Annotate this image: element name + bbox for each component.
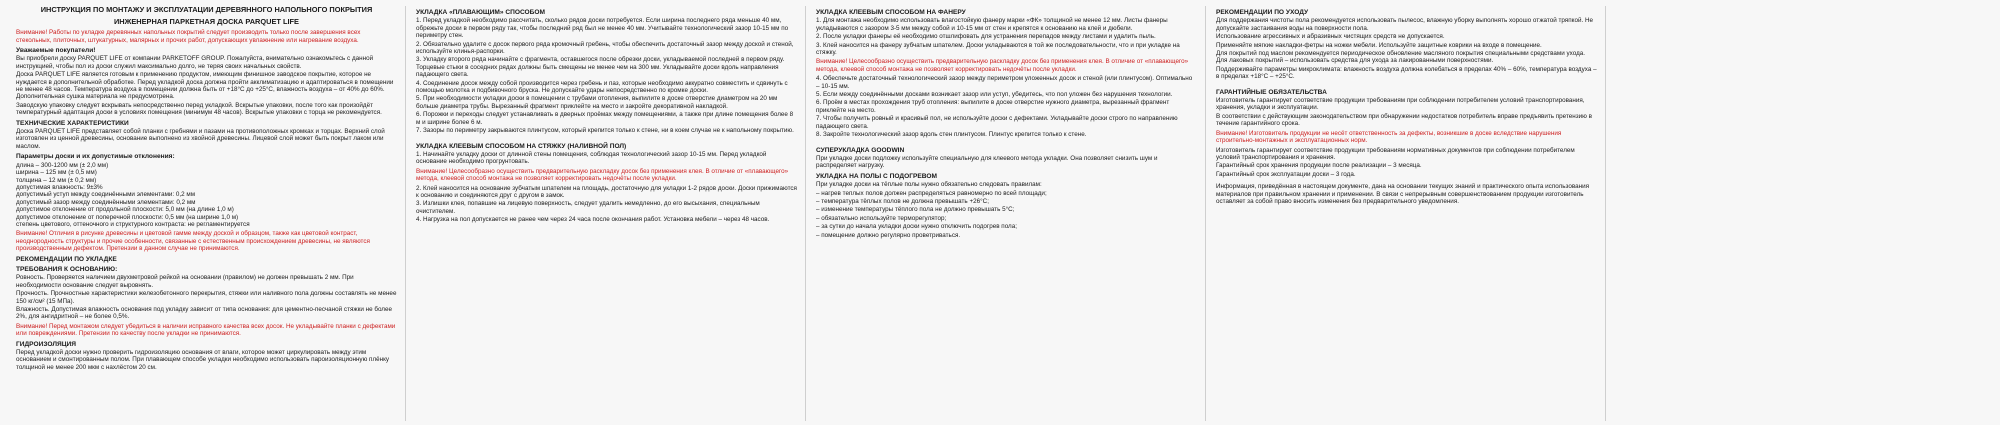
paragraph: 7. Чтобы получить ровный и красивый пол, не используйте доски с дефектами. Укладывайте доски строго по направлению падающего света. <box>816 115 1178 130</box>
warning-text: Внимание! Перед монтажом следует убедиться в наличии исправного качества всех досок. Не укладывайте планки с дефектами или повреждениями. Претензии по качеству после укладки не принимаются. <box>16 322 396 338</box>
paragraph: 2. Обязательно удалите с досок первого ряда кромочный гребень, чтобы обеспечить достаточный зазор между доской и стеной, используйте клинья-распорки. <box>416 40 794 56</box>
spec-label: степень цветового, оттеночного и структурного контраста: не регламентируется <box>16 220 250 228</box>
paragraph: 1. Перед укладкой необходимо рассчитать, сколько рядов доски потребуется. Если ширина последнего ряда меньше 40 мм, обрежьте доски в первом ряду так, чтобы последний ряд был не менее 40 мм. Учитывайте технологический зазор 10-15 мм по периметру стен. <box>416 17 789 40</box>
spec-label: допустимое отклонение от поперечной плоскости: 0,5 мм (на ширине 1,0 м) <box>16 213 239 221</box>
paragraph: Гарантийный срок хранения продукции после реализации – 3 месяца. <box>1216 162 1422 170</box>
paragraph: 4. Нагрузка на пол допускается не ранее чем через 24 часа после окончания работ. Установка мебели – через 48 часов. <box>416 216 770 224</box>
paragraph: Применяйте мягкие накладки-фетры на ножки мебели. Используйте защитные коврики на входе в помещение. <box>1216 41 1542 49</box>
warning-text: Внимание! Работы по укладке деревянных напольных покрытий следует производить только после завершения всех стекольных, плиточных, штукатурных, малярных и прочих работ, допускающих увлажнение или нагревание воздуха. <box>16 29 361 44</box>
spec-list <box>16 162 397 229</box>
section-heading: РЕКОМЕНДАЦИИ ПО УКЛАДКЕ <box>16 255 117 263</box>
spec-label: длина – 300-1200 мм (± 2,0 мм) <box>16 161 109 169</box>
paragraph: При укладке доски на тёплые полы нужно обязательно следовать правилам: <box>816 181 1042 189</box>
paragraph: 1. Начинайте укладку доски от длинной стены помещения, соблюдая технологический зазор 10-15 мм. Перед укладкой основание необходимо прогрунтовать. <box>416 150 767 166</box>
section-heading: ГАРАНТИЙНЫЕ ОБЯЗАТЕЛЬСТВА <box>1216 88 1327 96</box>
paragraph: 8. Закройте технологический зазор вдоль стен плинтусом. Плинтус крепится только к стене. <box>816 131 1087 139</box>
paragraph: Перед укладкой доски нужно проверить гидроизоляцию основания от влаги, которое может циркулировать между этим основанием и смонтированным полом. При плавающем способе укладки необходимо использовать пароизоляционную плёнку толщиной не менее 200 мкм с нахлёстом 20 см. <box>16 349 390 371</box>
paragraph: Для поддержания чистоты пола рекомендуется использовать пылесос, влажную уборку выполнять хорошо отжатой тряпкой. Не допускайте застаивания воды на поверхности пола. <box>1216 17 1594 32</box>
paragraph: 2. Клей наносится на основание зубчатым шпателем на площадь, достаточную для укладки 1-2 рядов доски. Доски прижимаются к основанию и соединяются друг с другом в замок. <box>416 184 797 199</box>
section-heading: УКЛАДКА «ПЛАВАЮЩИМ» СПОСОБОМ <box>416 9 546 16</box>
document-subtitle: ИНЖЕНЕРНАЯ ПАРКЕТНАЯ ДОСКА PARQUET LIFE <box>114 16 299 26</box>
list-item: – нагрев теплых полов должен распределяться равномерно по всей площади; <box>816 189 1047 197</box>
spec-row <box>16 214 397 221</box>
column-4 <box>1206 6 1606 421</box>
paragraph: Заводскую упаковку следует вскрывать непосредственно перед укладкой. Вскрытые упаковки, после того как произойдёт температурный адаптация доски в условиях помещения (минимум 48 часов). Вскрытые упаковки с торца не рекомендуется. <box>16 101 382 117</box>
spec-label: толщина – 12 мм (± 0,2 мм) <box>16 176 97 184</box>
section-heading: РЕКОМЕНДАЦИИ ПО УХОДУ <box>1216 9 1309 16</box>
list-item: – обязательно используйте терморегулятор; <box>816 214 947 222</box>
spec-label: ширина – 125 мм (± 0,5 мм) <box>16 169 97 177</box>
paragraph: Влажность. Допустимая влажность основания под укладку зависит от типа основания: для цементно-песчаной стяжки не более 2%, для ангидритной – не более 0,5%. <box>16 306 392 321</box>
column-5-blank <box>1606 6 1994 421</box>
spec-row <box>16 191 397 198</box>
spec-row <box>16 169 397 176</box>
paragraph: 2. После укладки фанеры её необходимо отшлифовать для устранения перепадов между листами и удалить пыль. <box>816 33 1156 41</box>
spec-label: допустимая влажность: 9±3% <box>16 183 103 191</box>
paragraph: Вы приобрели доску PARQUET LIFE от компании PARKETOFF GROUP. Пожалуйста, внимательно ознакомьтесь с данной инструкцией, чтобы пол из доски служил максимально долго, не теряя своих начальных свойств. <box>16 55 374 70</box>
paragraph: При укладке доски подложку используйте специальную для клеевого метода укладки. Она позволяет снизить шум и распределяет нагрузку. <box>816 154 1158 170</box>
spec-row <box>16 199 397 206</box>
section-heading: Параметры доски и их допустимые отклонения: <box>16 153 175 161</box>
paragraph: 3. Укладку второго ряда начинайте с фрагмента, оставшегося после обрезки доски, укладываемой последней в первом ряду. Торцевые стыки в соседних рядах должны быть смещены не менее чем на 300 мм. Укладывайте доски вдоль направления падающего света. <box>416 56 785 79</box>
paragraph: Поддерживайте параметры микроклимата: влажность воздуха должна колебаться в пределах 40% – 60%, температура воздуха – в пределах +18°С – +25°С. <box>1216 65 1597 81</box>
spec-row <box>16 162 397 169</box>
column-1 <box>6 6 406 421</box>
spec-label: допустимый уступ между соединёнными элементами: 0,2 мм <box>16 191 196 199</box>
paragraph: Прочность. Прочностные характеристики железобетонного перекрытия, стяжки или наливного пола должны составлять не менее 150 кг/см² (15 МПа). <box>16 290 397 305</box>
paragraph: 5. При необходимости укладки доски в помещении с трубами отопления, выпилите в доске отверстие диаметром на 20 мм больше диаметра трубы. Вырезанный фрагмент приклейте на место и закройте декоративной накладкой. <box>416 95 778 110</box>
section-heading: ТЕХНИЧЕСКИЕ ХАРАКТЕРИСТИКИ <box>16 119 129 127</box>
spec-label: допустимое отклонение от продольной плоскости: 5,0 мм (на длине 1,0 м) <box>16 206 234 214</box>
section-heading: СУПЕРУКЛАДКА GOODWIN <box>816 146 905 154</box>
list-item: – помещение должно регулярно проветриваться. <box>816 231 961 239</box>
warning-text: Внимание! Целесообразно осуществить предварительную раскладку досок без применения клея. В отличие от «плавающего» метода, клеевой способ монтажа не позволяет корректировать недочёты после укладки. <box>416 167 789 183</box>
list-item: – температура тёплых полов не должна превышать +26°С; <box>816 197 989 205</box>
list-item: – за сутки до начала укладки доски нужно отключить подогрев пола; <box>816 223 1017 231</box>
column-2 <box>406 6 806 421</box>
paragraph: Информация, приведённая в настоящем документе, дана на основании текущих знаний и практического опыта использования материалов при правильном хранении и применении. В связи с непрерывным совершенствованием продукции изготовитель оставляет за собой право вносить изменения без предварительного уведомления. <box>1216 183 1590 205</box>
paragraph: В соответствии с действующим законодательством при обнаружении недостатков потребитель вправе предъявить претензию в течение гарантийного срока. <box>1216 112 1592 128</box>
paragraph: Изготовитель гарантирует соответствие продукции требованиям при соблюдении потребителем условий транспортирования, хранения, укладки и эксплуатации. <box>1216 97 1585 112</box>
paragraph: 4. Соединение досок между собой производится через гребень и паз, которые необходимо аккуратно совместить и сдвинуть с помощью молотка и подбивочного бруска. Не допускайте удары непосредственно по кромке доски. <box>416 79 788 95</box>
paragraph: Доска PARQUET LIFE является готовым к применению продуктом, имеющим финишное заводское покрытие, которое не нуждается в дополнительной обработке. Перед укладкой доска должна пройти акклиматизацию и адаптироваться в помещении не менее 48 часов. Температура воздуха в помещении должна быть от +18°С до +25°С, влажность воздуха – от 40% до 60%. Дополнительная сушка материала не предусмотрена. <box>16 71 394 101</box>
warning-text: Внимание! Отличия в рисунке древесины и цветовой гамме между доской и образцом, также как цветовой контраст, неоднородность структуры и прочие особенности, связанные с естественным происхождением древесины, не являются производственным дефектом. Претензии в данном случае не принимаются. <box>16 230 370 253</box>
spec-row <box>16 221 397 228</box>
spec-label: допустимый зазор между соединёнными элементами: 0,2 мм <box>16 198 196 206</box>
document-title: ИНСТРУКЦИЯ ПО МОНТАЖУ И ЭКСПЛУАТАЦИИ ДЕРЕВЯННОГО НАПОЛЬНОГО ПОКРЫТИЯ <box>40 6 373 14</box>
paragraph: Изготовитель гарантирует соответствие продукции требованиям нормативных документов при соблюдении потребителем условий транспортирования и хранения. <box>1216 146 1575 161</box>
paragraph: 3. Излишки клея, попавшие на лицевую поверхность, следует удалить немедленно, до его высыхания, специальным очистителем. <box>416 200 760 215</box>
paragraph: 6. Проём в местах прохождения труб отопления: выпилите в доске отверстие нужного диаметра, вырезанный фрагмент приклейте на место. <box>816 99 1170 114</box>
section-heading: УКЛАДКА КЛЕЕВЫМ СПОСОБОМ НА ФАНЕРУ <box>816 9 966 16</box>
paragraph: 1. Для монтажа необходимо использовать влагостойкую фанеру марки «ФК» толщиной не менее 12 мм. Листы фанеры укладываются с зазором 3-5 мм между собой и 10-15 мм от стен и крепятся к основанию на клей и дюбели. <box>816 17 1168 32</box>
section-heading: УКЛАДКА НА ПОЛЫ С ПОДОГРЕВОМ <box>816 172 938 180</box>
paragraph: Использование агрессивных и абразивных чистящих средств не допускается. <box>1216 33 1445 41</box>
paragraph: 4. Обеспечьте достаточный технологический зазор между периметром уложенных досок и стеной (или плинтусом). Оптимально – 10-15 мм. <box>816 75 1193 90</box>
paragraph: Доска PARQUET LIFE представляет собой планки с гребнями и пазами на противоположных кромках и торцах. Верхний слой изготовлен из ценной древесины, основание выполнено из хвойной древесины. Лицевой слой может быть покрыт лаком или маслом. <box>16 128 385 150</box>
warning-text: Внимание! Целесообразно осуществить предварительную раскладку досок без применения клея. В отличие от «плавающего» метода, клеевой способ монтажа не позволяет корректировать недочёты после укладки. <box>816 58 1189 73</box>
paragraph: 3. Клей наносится на фанеру зубчатым шпателем. Доски укладываются в той же последовательности, что и при укладке на стяжку. <box>816 41 1180 57</box>
column-3 <box>806 6 1206 421</box>
paragraph: Ровность. Проверяется наличием двухметровой рейкой на основании (правилом) не должен превышать 2 мм. При необходимости основание следует выровнять. <box>16 274 354 289</box>
spec-row <box>16 177 397 184</box>
paragraph: 7. Зазоры по периметру закрываются плинтусом, который крепится только к стене, ни в коем случае не к напольному покрытию. <box>416 127 794 135</box>
paragraph: Гарантийный срок эксплуатации доски – 3 года. <box>1216 170 1356 178</box>
list-item: – изменение температуры тёплого пола не должно превышать 5°С; <box>816 206 1015 214</box>
paragraph: 6. Порожки и переходы следует устанавливать в дверных проёмах между помещениями, а также при длине помещения более 8 м и ширине более 6 м. <box>416 111 794 126</box>
section-heading: УКЛАДКА КЛЕЕВЫМ СПОСОБОМ НА СТЯЖКУ (НАЛИВНОЙ ПОЛ) <box>416 142 627 150</box>
spec-row <box>16 206 397 213</box>
section-heading: Уважаемые покупатели! <box>16 47 96 54</box>
paragraph: 5. Если между соединёнными досками возникает зазор или уступ, убедитесь, что пол уложен без нарушения технологии. <box>816 91 1173 99</box>
section-heading: ТРЕБОВАНИЯ К ОСНОВАНИЮ: <box>16 265 118 273</box>
paragraph: Для покрытий под маслом рекомендуется периодическое обновление масляного покрытия специальными средствами ухода. Для лаковых покрытий – использовать средства для ухода за лакированными поверхностями. <box>1216 50 1586 65</box>
warning-text: Внимание! Изготовитель продукции не несёт ответственность за дефекты, возникшие в доске вследствие нарушения строительно-монтажных и эксплуатационных норм. <box>1216 129 1562 145</box>
section-heading: ГИДРОИЗОЛЯЦИЯ <box>16 340 77 348</box>
